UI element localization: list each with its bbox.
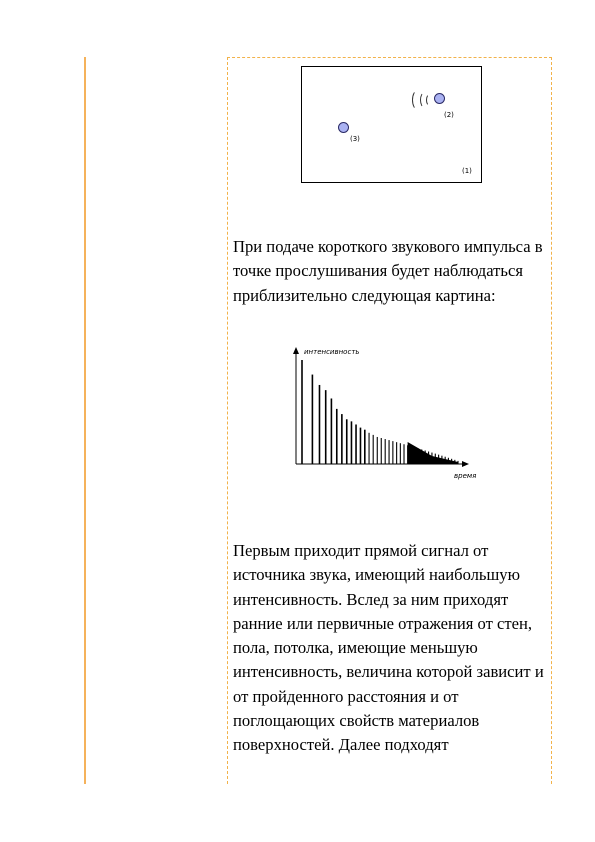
bars-group xyxy=(302,360,458,464)
room-label: (1) xyxy=(462,167,472,175)
x-axis-arrow-icon xyxy=(462,461,469,467)
listener-label: (3) xyxy=(350,135,360,143)
reverb-tail xyxy=(408,442,458,464)
margin-line xyxy=(84,57,86,784)
paragraph-main: Первым приходит прямой сигнал от источника звука, имеющий наибольшую интенсивность. Вслед за ним приходят ранние или первичные отражения от стен, пола, потолка, имеющие меньшую интенсивность, величина которой зависит и от пройденного расстояния и от поглощающих свойств материалов поверхностей. Далее подходят xyxy=(233,541,544,755)
listener-circle xyxy=(338,122,349,133)
y-axis-label: интенсивность xyxy=(304,348,360,356)
source-circle xyxy=(434,93,445,104)
source-label: (2) xyxy=(444,111,454,119)
paragraph-intro: При подаче короткого звукового импульса в точке прослушивания будет наблюдаться приблизительно следующая картина: xyxy=(233,237,543,305)
y-axis-arrow-icon xyxy=(293,347,299,354)
reflection-graph xyxy=(282,344,492,484)
room-diagram xyxy=(301,66,482,183)
x-axis-label: время xyxy=(454,472,477,480)
sound-wave-icon xyxy=(426,94,433,106)
